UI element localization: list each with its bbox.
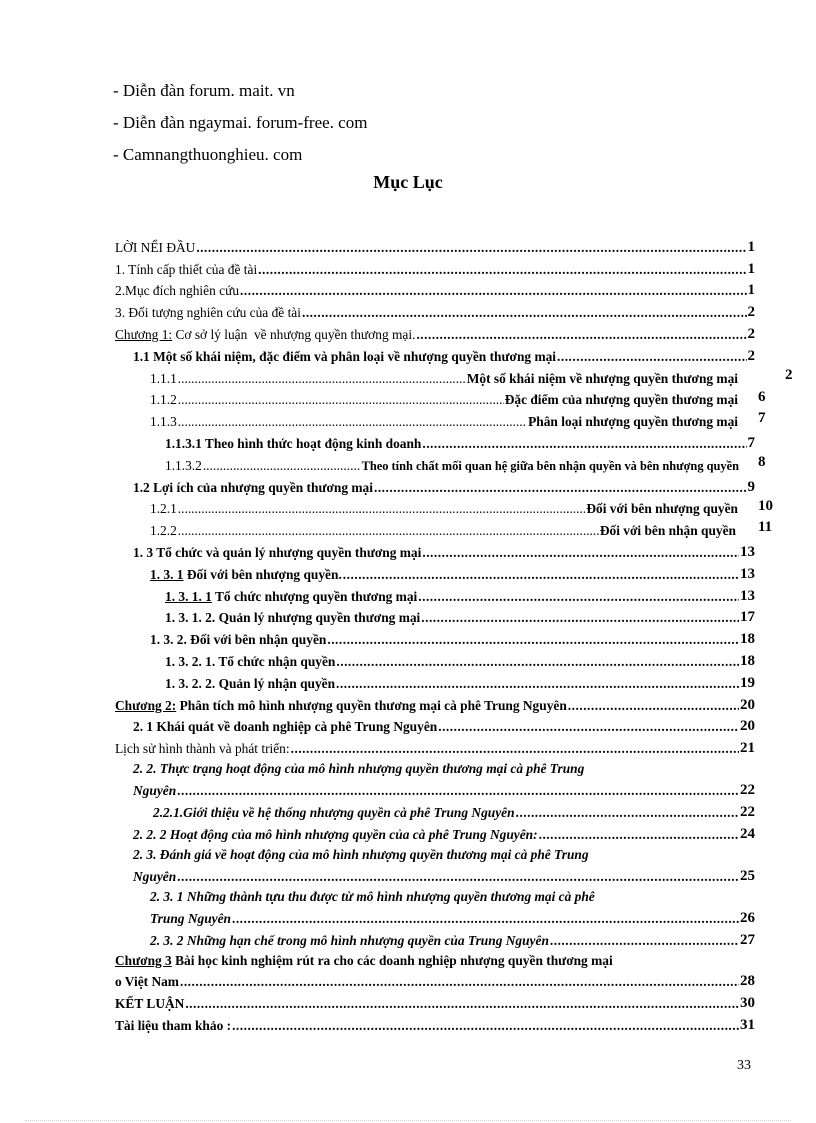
toc-entry bbox=[115, 885, 755, 927]
toc-page: 20 bbox=[740, 696, 755, 713]
toc-leader bbox=[343, 567, 739, 583]
toc-page: 13 bbox=[740, 543, 755, 560]
toc-section-number: 1. 3. 1 bbox=[150, 566, 184, 582]
toc-page: 17 bbox=[740, 609, 755, 626]
toc-leader bbox=[178, 371, 466, 387]
toc-entry bbox=[115, 843, 755, 885]
toc-entry bbox=[115, 365, 793, 387]
toc-entry-number: 1.1.3.2 bbox=[165, 457, 202, 473]
toc-page: 13 bbox=[740, 587, 755, 604]
toc-leader bbox=[438, 719, 739, 735]
toc-entry bbox=[115, 626, 755, 648]
toc-leader bbox=[291, 741, 739, 757]
toc-leader bbox=[421, 610, 739, 626]
toc-page: 1 bbox=[747, 238, 755, 255]
toc-page: 18 bbox=[740, 652, 755, 669]
toc-section-number: 1. 3. 1. 1 bbox=[165, 588, 212, 604]
toc-page: 7 bbox=[747, 434, 755, 451]
toc-entry bbox=[115, 605, 755, 627]
toc-entry bbox=[115, 714, 755, 736]
toc-page: 31 bbox=[740, 1017, 755, 1034]
toc-entry-text: Đặc điểm của nhượng quyền thương mại bbox=[504, 392, 738, 408]
toc-entry bbox=[115, 1012, 755, 1034]
toc-leader bbox=[240, 283, 746, 299]
toc-leader bbox=[258, 262, 746, 278]
toc-entry-text: Theo tính chất mối quan hệ giữa bên nhận quyền và bên nhượng quyền bbox=[361, 458, 739, 473]
toc-entry bbox=[115, 799, 755, 821]
toc-leader bbox=[177, 783, 739, 799]
toc-page: 20 bbox=[740, 718, 755, 735]
toc-entry bbox=[115, 927, 755, 949]
toc-entry bbox=[115, 561, 755, 583]
toc-leader bbox=[418, 589, 739, 605]
toc-leader bbox=[568, 698, 739, 714]
toc-page: 19 bbox=[740, 674, 755, 691]
toc-page: 27 bbox=[740, 931, 755, 948]
toc-page: 6 bbox=[758, 388, 766, 405]
toc-entry bbox=[115, 539, 755, 561]
toc-entry bbox=[115, 496, 773, 518]
toc-entry-text: 1.1.3.1 Theo hình thức hoạt động kinh doanh bbox=[165, 435, 422, 451]
toc-chapter-label: Chương 1: bbox=[115, 326, 173, 342]
toc-entry-text: KẾT LUẬN bbox=[115, 996, 185, 1012]
toc-entry-text-cont: Nguyên bbox=[133, 868, 177, 884]
toc-entry bbox=[115, 949, 755, 991]
toc-entry-text: 1. 3. 2. 1. Tổ chức nhận quyền bbox=[165, 653, 336, 669]
toc-page: 21 bbox=[740, 740, 755, 757]
toc-leader bbox=[416, 327, 746, 343]
toc-entry-text: 2. 2. 2 Hoạt động của mô hình nhượng quyền của cà phê Trung Nguyên: bbox=[133, 826, 538, 842]
toc-entry-text: Tổ chức nhượng quyền thương mại bbox=[211, 588, 418, 604]
toc-leader bbox=[539, 827, 739, 843]
toc-entry-text: Tài liệu tham khảo : bbox=[115, 1018, 232, 1034]
toc-entry-text: 3. Đối tượng nghiên cứu của đề tài bbox=[115, 305, 301, 321]
reference-item: - Camnangthuonghieu. com bbox=[113, 145, 303, 164]
toc-entry bbox=[115, 408, 766, 430]
toc-page: 1 bbox=[747, 260, 755, 277]
toc-entry-text: 2.Mục đích nghiên cứu bbox=[115, 283, 240, 299]
toc-entry bbox=[115, 452, 766, 474]
toc-leader bbox=[336, 676, 739, 692]
toc-page: 24 bbox=[740, 825, 755, 842]
toc-leader bbox=[550, 933, 739, 949]
toc-leader bbox=[516, 805, 739, 821]
toc-entry bbox=[115, 278, 755, 300]
toc-page: 13 bbox=[740, 565, 755, 582]
toc-entry-text-cont: Nguyên bbox=[133, 782, 177, 798]
toc-entry bbox=[115, 234, 755, 256]
toc-entry bbox=[115, 430, 755, 452]
toc-leader bbox=[178, 501, 586, 517]
toc-entry-number: 1.1.1 bbox=[150, 370, 177, 386]
toc-entry bbox=[115, 821, 755, 843]
toc-entry bbox=[115, 387, 766, 409]
toc-leader bbox=[422, 545, 739, 561]
toc-page: 2 bbox=[747, 325, 755, 342]
table-of-contents bbox=[115, 234, 793, 1034]
reference-item: - Diễn đàn ngaymai. forum-free. com bbox=[113, 113, 368, 132]
toc-chapter-label: Chương 3 bbox=[115, 952, 172, 968]
toc-leader bbox=[302, 305, 747, 321]
toc-entry bbox=[115, 321, 755, 343]
toc-entry-text: 2.2.1.Giới thiệu về hệ thống nhượng quyền cà phê Trung Nguyên bbox=[153, 804, 515, 820]
toc-entry bbox=[115, 735, 755, 757]
toc-entry-text: Phân loại nhượng quyền thương mại bbox=[528, 414, 738, 430]
toc-entry bbox=[115, 299, 755, 321]
toc-leader bbox=[374, 480, 747, 496]
reference-item: - Diễn đàn forum. mait. vn bbox=[113, 81, 295, 100]
toc-entry-text-cont: Trung Nguyên bbox=[150, 910, 231, 926]
toc-page: 22 bbox=[740, 803, 755, 820]
toc-leader bbox=[232, 1018, 739, 1034]
toc-entry-text: Một số khái niệm về nhượng quyền thương mại bbox=[466, 370, 738, 386]
toc-entry bbox=[115, 757, 755, 799]
toc-page: 2 bbox=[747, 304, 755, 321]
toc-entry-text: 1. 3. 2. 2. Quản lý nhận quyền bbox=[165, 675, 336, 691]
toc-leader bbox=[178, 523, 599, 539]
toc-entry-text: Cơ sở lý luận về nhượng quyền thương mại. bbox=[172, 326, 416, 342]
toc-entry-text: Bài học kinh nghiệm rút ra cho các doanh nghiệp nhượng quyền thương mại bbox=[171, 952, 613, 968]
toc-page: 10 bbox=[758, 497, 773, 514]
toc-entry-text: 1.2 Lợi ích của nhượng quyền thương mại bbox=[133, 479, 373, 495]
toc-chapter-label: Chương 2: bbox=[115, 697, 177, 713]
toc-leader bbox=[178, 414, 527, 430]
toc-entry bbox=[115, 256, 755, 278]
toc-leader bbox=[327, 632, 739, 648]
reference-list bbox=[113, 75, 367, 171]
toc-page: 28 bbox=[740, 973, 755, 990]
toc-leader bbox=[422, 436, 746, 452]
page-bottom-divider bbox=[25, 1120, 791, 1121]
toc-page: 25 bbox=[740, 867, 755, 884]
toc-page: 22 bbox=[740, 781, 755, 798]
toc-page: 11 bbox=[758, 519, 773, 536]
toc-page: 26 bbox=[740, 909, 755, 926]
toc-entry-text: 2. 2. Thực trạng hoạt động của mô hình nhượng quyền thương mại cà phê Trung bbox=[133, 761, 585, 777]
toc-entry bbox=[115, 517, 773, 539]
toc-entry bbox=[115, 474, 755, 496]
toc-entry-number: 1.2.2 bbox=[150, 523, 177, 539]
toc-entry bbox=[115, 670, 755, 692]
toc-entry bbox=[115, 692, 755, 714]
toc-leader bbox=[196, 240, 746, 256]
toc-entry-text: Phân tích mô hình nhượng quyền thương mại cà phê Trung Nguyên bbox=[176, 697, 567, 713]
toc-title: Mục Lục bbox=[373, 172, 443, 192]
toc-entry-text: Đối với bên nhận quyền bbox=[599, 523, 736, 539]
toc-leader bbox=[185, 996, 739, 1012]
toc-leader bbox=[177, 869, 739, 885]
toc-entry-number: 1.2.1 bbox=[150, 501, 177, 517]
toc-entry bbox=[115, 648, 755, 670]
toc-page: 18 bbox=[740, 631, 755, 648]
toc-entry-text: 1. Tính cấp thiết của đề tài bbox=[115, 261, 258, 277]
toc-page: 9 bbox=[747, 478, 755, 495]
toc-page: 30 bbox=[740, 995, 755, 1012]
toc-page: 1 bbox=[747, 282, 755, 299]
toc-entry-text: 1. 3. 1. 2. Quản lý nhượng quyền thương mại bbox=[165, 610, 421, 626]
page-number: 33 bbox=[737, 1058, 751, 1073]
toc-entry-text-cont: o Việt Nam bbox=[115, 974, 179, 990]
toc-entry bbox=[115, 991, 755, 1013]
toc-page: 2 bbox=[747, 347, 755, 364]
toc-page: 2 bbox=[785, 366, 793, 383]
toc-entry-text: 2. 1 Khái quát về doanh nghiệp cà phê Trung Nguyên bbox=[133, 719, 438, 735]
toc-entry-text: Lịch sử hình thành và phát triển: bbox=[115, 741, 290, 757]
toc-entry bbox=[115, 343, 755, 365]
toc-page: 7 bbox=[758, 410, 766, 427]
toc-entry-number: 1.1.3 bbox=[150, 414, 177, 430]
toc-leader bbox=[336, 654, 739, 670]
toc-leader bbox=[180, 974, 739, 990]
toc-page: 8 bbox=[758, 453, 766, 470]
toc-leader bbox=[203, 458, 361, 474]
toc-entry-text: 2. 3. 1 Những thành tựu thu được từ mô hình nhượng quyền thương mại cà phê bbox=[150, 888, 595, 904]
toc-entry-text: 2. 3. Đánh giá về hoạt động của mô hình nhượng quyền thương mại cà phê Trung bbox=[133, 846, 589, 862]
toc-entry-text: LỜI NỂI ĐẦU bbox=[115, 239, 196, 255]
toc-entry-number: 1.1.2 bbox=[150, 392, 177, 408]
toc-entry-text: 1.1 Một số khái niệm, đặc điểm và phân loại về nhượng quyền thương mại bbox=[133, 348, 557, 364]
toc-leader bbox=[557, 349, 746, 365]
toc-leader bbox=[178, 392, 504, 408]
toc-leader bbox=[232, 911, 739, 927]
toc-entry-text: 2. 3. 2 Những hạn chế trong mô hình nhượng quyền của Trung Nguyên bbox=[150, 932, 549, 948]
toc-entry-text: 1. 3. 2. Đối với bên nhận quyền bbox=[150, 632, 327, 648]
toc-entry bbox=[115, 583, 755, 605]
toc-entry-text: Đối với bên nhượng quyền. bbox=[183, 566, 342, 582]
toc-entry-text: 1. 3 Tổ chức và quản lý nhượng quyền thương mại bbox=[133, 544, 422, 560]
toc-entry-text: Đối với bên nhượng quyền bbox=[586, 501, 738, 517]
